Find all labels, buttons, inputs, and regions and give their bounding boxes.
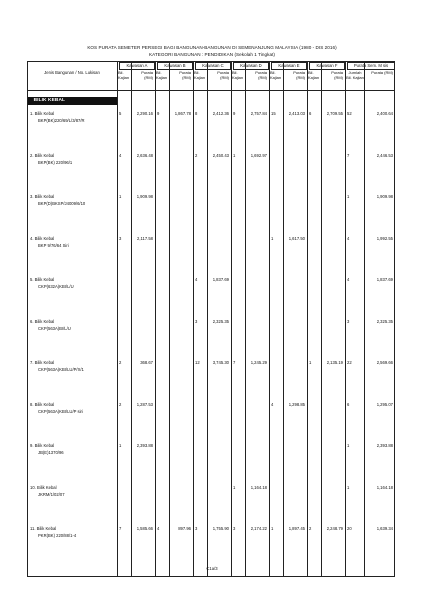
count-cell: 2	[309, 526, 312, 531]
subcolumn-divider	[131, 61, 132, 577]
table-border-right	[394, 61, 395, 577]
row-label: 8. Bilik Kebal	[30, 401, 55, 407]
bil-subheader: Bil. Kajian	[156, 70, 168, 80]
row-code: CKP(632A)KBI/L/U	[38, 284, 74, 289]
page-number: C1a/3	[206, 566, 218, 571]
price-cell: 1,992.55	[376, 235, 393, 241]
group-header: Kawasan A	[119, 62, 155, 70]
row-code: BKP(BK)220/69/L/3/87/R	[38, 118, 85, 123]
price-cell: 1,639.34	[376, 526, 393, 531]
price-cell: 2,393.88	[376, 443, 393, 448]
count-cell: 52	[347, 111, 352, 116]
column-divider	[193, 61, 194, 577]
price-cell: 2,569.66	[376, 360, 393, 365]
price-cell: 1,692.97	[250, 152, 267, 158]
column-divider	[307, 61, 308, 577]
count-cell: 1	[347, 194, 350, 199]
price-cell: 3,745.30	[212, 360, 229, 365]
section-title: BILIK KEBAL	[33, 98, 66, 103]
row-label: 2. Bilik Kebal	[30, 152, 55, 158]
column-divider	[269, 61, 270, 577]
row-code: PKR(BK) 220/88/1-4	[38, 533, 77, 538]
count-cell: 4	[347, 235, 350, 241]
price-cell: 2,400.64	[376, 111, 393, 116]
purata-subheader: Purata (RM)	[293, 70, 305, 80]
group-header: Kawasan F	[309, 62, 345, 70]
price-cell: 2,135.19	[326, 360, 343, 365]
price-cell: 1,287.53	[136, 401, 153, 407]
price-cell: 2,290.16	[136, 111, 153, 116]
count-cell: 2	[195, 152, 198, 158]
price-cell: 2,413.03	[288, 111, 305, 116]
group-header: Kawasan D	[233, 62, 269, 70]
count-cell: 20	[347, 526, 352, 531]
category-title: KATEGORI BANGUNAN : PENDIDIKAN (Sekolah 1 Tingkat)	[149, 52, 275, 57]
bil-subheader: Bil. Kajian	[232, 70, 244, 80]
price-cell: 2,248.79	[326, 526, 343, 531]
row-code: CKP(563A)KBI/LU/P/X/1	[38, 367, 84, 372]
count-cell: 5	[119, 111, 122, 116]
price-cell: 1,298.85	[288, 401, 305, 407]
price-cell: 2,393.88	[136, 443, 153, 448]
count-cell: 3	[195, 526, 198, 531]
count-cell: 4	[119, 152, 122, 158]
count-cell: 7	[347, 152, 350, 158]
price-cell: 1,164.18	[250, 484, 267, 490]
count-cell: 2	[119, 360, 122, 365]
column-divider	[155, 61, 156, 577]
count-cell: 3	[233, 526, 236, 531]
count-cell: 4	[157, 526, 160, 531]
count-cell: 1	[347, 484, 350, 490]
subcolumn-divider	[169, 61, 170, 577]
row-label: 5. Bilik Kebal	[30, 277, 55, 282]
purata-subheader: Purata (RM)	[217, 70, 229, 80]
price-cell: 2,325.35	[376, 318, 393, 324]
count-cell: 1	[271, 526, 274, 531]
count-cell: 3	[195, 318, 198, 324]
count-cell: 6	[309, 111, 312, 116]
price-cell: 1,837.69	[212, 277, 229, 282]
count-cell: 1	[233, 152, 236, 158]
bil-subheader: Jumlah Bil. Kajian	[346, 70, 364, 80]
count-cell: 7	[233, 360, 236, 365]
price-cell: 1,837.69	[376, 277, 393, 282]
price-cell: 1,295.07	[376, 401, 393, 407]
count-cell: 2	[119, 401, 122, 407]
purata-subheader: Purata (RM)	[371, 70, 393, 75]
bil-subheader: Bil. Kajian	[118, 70, 130, 80]
row-code: CKP(563A)KBI/LU/P siri	[38, 408, 83, 414]
cost-table	[27, 61, 395, 577]
price-cell: 1,867.78	[174, 111, 191, 116]
row-label: 1. Bilik Kebal	[30, 111, 55, 116]
group-header: Kawasan B	[157, 62, 193, 70]
count-cell: 1	[347, 443, 350, 448]
row-label: 3. Bilik Kebal	[30, 194, 55, 199]
first-column-header: Jenis Bangunan / No. Lukisan	[44, 70, 100, 75]
group-header: Kawasan C	[195, 62, 231, 70]
price-cell: 1,617.50	[288, 235, 305, 241]
price-cell: 368.67	[140, 360, 153, 365]
count-cell: 9	[157, 111, 160, 116]
column-divider	[231, 61, 232, 577]
price-cell: 2,325.35	[212, 318, 229, 324]
price-cell: 1,909.98	[376, 194, 393, 199]
price-cell: 2,174.22	[250, 526, 267, 531]
count-cell: 4	[195, 277, 198, 282]
subcolumn-divider	[283, 61, 284, 577]
subcolumn-divider	[245, 61, 246, 577]
row-code: JKRM/1/02/07	[38, 491, 65, 497]
price-cell: 2,757.84	[250, 111, 267, 116]
row-code: BKP 9/76/64 Siri	[38, 242, 69, 248]
section-band	[28, 97, 117, 105]
row-label: 11. Bilik Kebal	[30, 526, 57, 531]
row-code: BKP(D)BKSP/J4009/6/10	[38, 201, 86, 206]
row-label: 10. Bilik Kebal	[30, 484, 57, 490]
count-cell: 4	[347, 277, 350, 282]
group-header: Purata Sem. M sis	[347, 62, 395, 70]
row-label: 9. Bilik Kebal	[30, 443, 55, 448]
row-label: 6. Bilik Kebal	[30, 318, 55, 324]
price-cell: 2,709.55	[326, 111, 343, 116]
row-label: 7. Bilik Kebal	[30, 360, 55, 365]
row-code: JB(E)1370/96	[38, 450, 64, 455]
price-cell: 897.96	[178, 526, 191, 531]
price-cell: 1,755.90	[212, 526, 229, 531]
subcolumn-divider	[321, 61, 322, 577]
price-cell: 1,897.45	[288, 526, 305, 531]
row-label: 4. Bilik Kebal	[30, 235, 55, 241]
bil-subheader: Bil. Kajian	[270, 70, 282, 80]
price-cell: 1,909.98	[136, 194, 153, 199]
column-divider	[345, 61, 346, 577]
count-cell: 6	[347, 401, 350, 407]
price-cell: 1,585.66	[136, 526, 153, 531]
purata-subheader: Purata (RM)	[179, 70, 191, 80]
table-border-bottom	[27, 576, 395, 577]
count-cell: 9	[233, 111, 236, 116]
price-cell: 1,164.18	[376, 484, 393, 490]
purata-subheader: Purata (RM)	[141, 70, 153, 80]
count-cell: 1	[119, 443, 122, 448]
count-cell: 1	[119, 194, 122, 199]
count-cell: 3	[119, 235, 122, 241]
count-cell: 12	[195, 360, 200, 365]
count-cell: 3	[347, 318, 350, 324]
count-cell: 8	[195, 111, 198, 116]
price-cell: 2,450.43	[212, 152, 229, 158]
purata-subheader: Purata (RM)	[331, 70, 343, 80]
bil-subheader: Bil. Kajian	[194, 70, 206, 80]
column-divider	[117, 61, 118, 577]
price-cell: 1,245.29	[250, 360, 267, 365]
count-cell: 7	[119, 526, 122, 531]
count-cell: 1	[233, 484, 236, 490]
header-divider	[27, 90, 395, 91]
price-cell: 2,117.58	[137, 235, 153, 241]
price-cell: 2,636.48	[136, 152, 153, 158]
count-cell: 1	[309, 360, 312, 365]
row-code: CKP(563A)BI/L/U	[38, 325, 71, 331]
price-cell: 2,412.36	[212, 111, 229, 116]
count-cell: 4	[271, 401, 274, 407]
group-header: Kawasan E	[271, 62, 307, 70]
count-cell: 1	[271, 235, 274, 241]
row-code: BKP(BK) 220/96/1	[38, 159, 73, 165]
count-cell: 22	[347, 360, 352, 365]
report-title: KOS PURATA SEMETER PERSEGI BAGI BANGUNAN-BANGUNAN DI SEMENANJUNG MALAYSIA (1980 - DIS 2016)	[87, 45, 337, 50]
bil-subheader: Bil. Kajian	[308, 70, 320, 80]
count-cell: 15	[271, 111, 276, 116]
price-cell: 2,446.53	[376, 152, 393, 158]
table-border-left	[27, 61, 28, 577]
purata-subheader: Purata (RM)	[255, 70, 267, 80]
